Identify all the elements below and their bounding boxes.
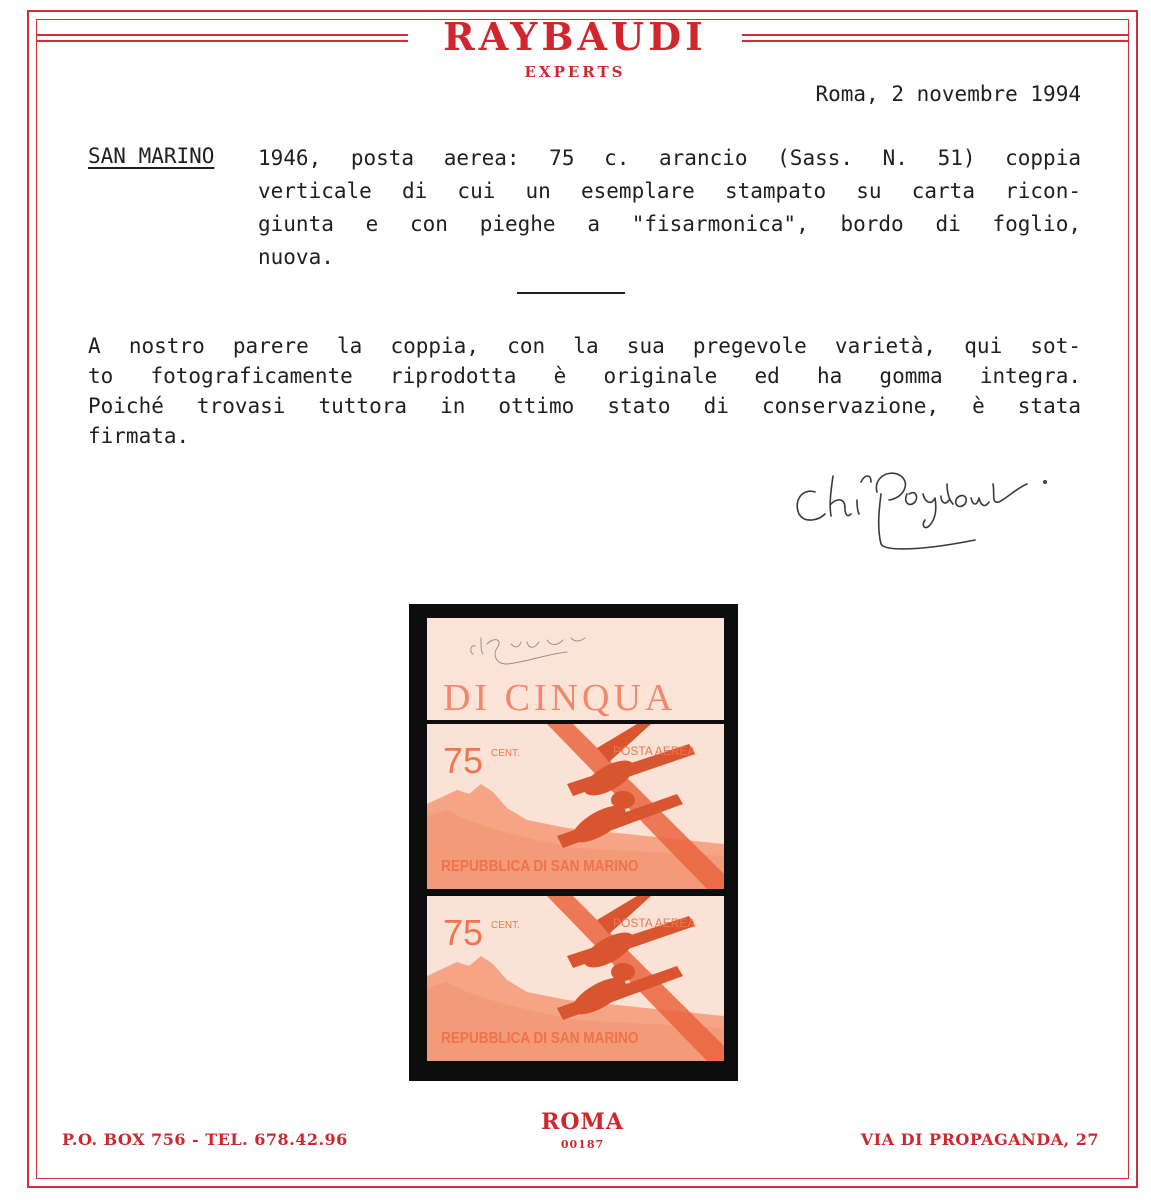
stamp-country: REPUBBLICA DI SAN MARINO xyxy=(441,1030,639,1047)
stamp-label: POSTA AEREA xyxy=(613,916,696,930)
header-rule-left xyxy=(36,34,408,36)
stamp-label: POSTA AEREA xyxy=(613,744,696,758)
stamp-country: REPUBBLICA DI SAN MARINO xyxy=(441,858,639,875)
brand-title: RAYBAUDI xyxy=(443,14,707,59)
certificate-date: Roma, 2 novembre 1994 xyxy=(815,82,1081,106)
description-line: 1946, posta aerea: 75 c. arancio (Sass. N. 51) coppia xyxy=(258,146,1081,170)
footer-zip: 00187 xyxy=(560,1138,605,1151)
opinion-line: Poiché trovasi tuttora in ottimo stato di conservazione, è stata xyxy=(88,394,1081,418)
opinion-line: A nostro parere la coppia, con la sua pregevole varietà, qui sot- xyxy=(88,334,1081,358)
stamp-photograph xyxy=(409,604,738,1081)
stamp-description xyxy=(258,142,1081,274)
sheet-margin xyxy=(427,618,724,720)
description-line: giunta e con pieghe a "fisarmonica", bordo di foglio, xyxy=(258,212,1081,236)
separator-rule xyxy=(517,292,625,294)
header-rule-left-2 xyxy=(36,40,408,42)
description-line: verticale di cui un esemplare stampato su carta ricon- xyxy=(258,179,1081,203)
subject-country: SAN MARINO xyxy=(88,144,215,168)
opinion-line: firmata. xyxy=(88,424,190,448)
footer-contact: P.O. BOX 756 - TEL. 678.42.96 xyxy=(62,1130,348,1149)
brand-subtitle: EXPERTS xyxy=(524,63,626,81)
stamp-top xyxy=(427,724,724,889)
opinion-line: to fotograficamente riprodotta è originale ed ha gomma integra. xyxy=(88,364,1081,388)
stamp-unit: CENT. xyxy=(491,748,520,759)
stamp-value: 75 xyxy=(443,740,484,781)
margin-signature xyxy=(467,624,597,674)
stamp-bottom xyxy=(427,896,724,1061)
header-rule-right-2 xyxy=(742,40,1129,42)
stamp-value: 75 xyxy=(443,912,484,953)
footer-address: VIA DI PROPAGANDA, 27 xyxy=(860,1130,1099,1149)
expert-signature xyxy=(785,440,1085,560)
sheet-margin-text: DI CINQUA xyxy=(443,677,677,719)
header-rule-right xyxy=(742,34,1129,36)
stamp-unit: CENT. xyxy=(491,920,520,931)
description-line: nuova. xyxy=(258,245,334,269)
expert-opinion xyxy=(88,331,1081,451)
footer-city: ROMA xyxy=(541,1109,624,1135)
